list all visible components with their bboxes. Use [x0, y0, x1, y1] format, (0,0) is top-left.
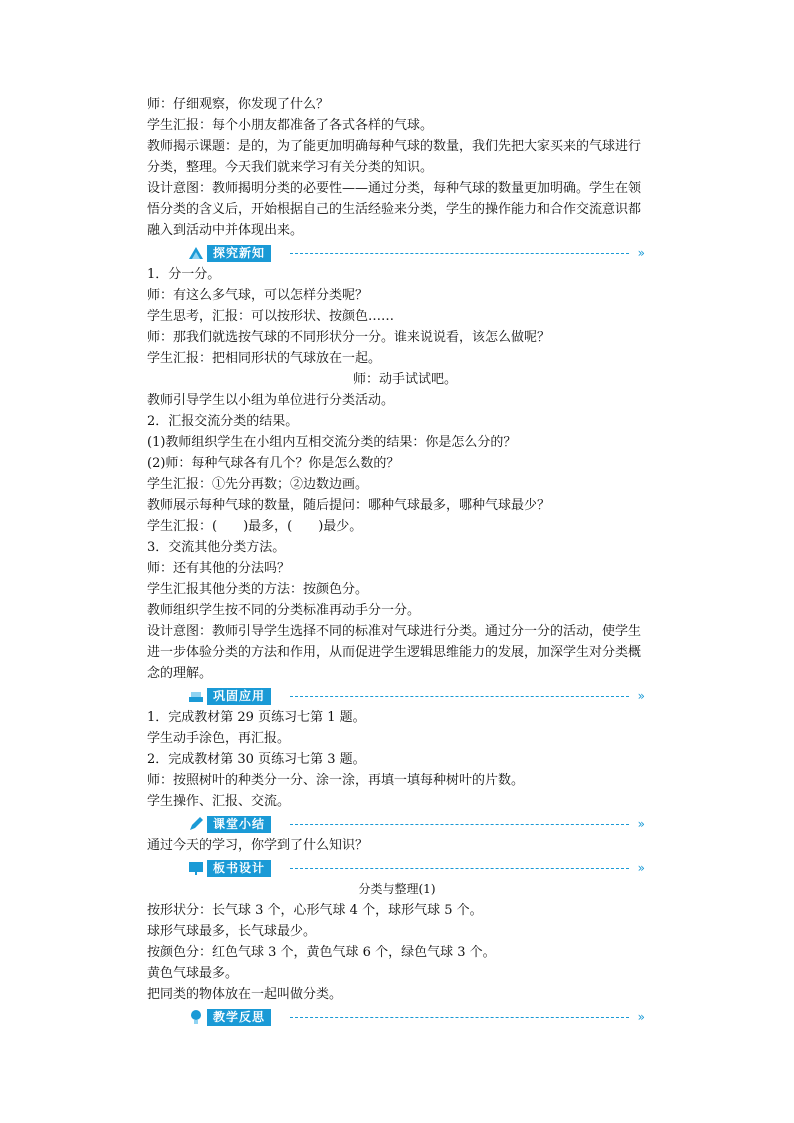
- explore-line: 2．汇报交流分类的结果。: [147, 414, 299, 429]
- section-title-board: 板书设计: [207, 860, 271, 877]
- explore-line: (1)教师组织学生在小组内互相交流分类的结果：你是怎么分的？: [147, 435, 517, 450]
- dashed-divider: [290, 253, 629, 254]
- board-line: 按形状分：长气球 3 个，心形气球 4 个，球形气球 5 个。: [147, 903, 483, 918]
- dashed-divider: [290, 868, 629, 869]
- chalkboard-icon: [187, 859, 205, 877]
- board-line: 把同类的物体放在一起叫做分类。: [147, 987, 343, 1002]
- apply-line: 师：按照树叶的种类分一分、涂一涂，再填一填每种树叶的片数。: [147, 773, 525, 788]
- double-chevron-icon: »: [637, 689, 645, 703]
- section-header-explore: [147, 242, 647, 264]
- explore-design-intent: 设计意图：教师引导学生选择不同的标准对气球进行分类。通过分一分的活动，使学生进一步体验分类的方法和作用，从而促进学生逻辑思维能力的发展，加深学生对分类概念的理解。: [147, 624, 642, 681]
- flag-book-icon: [187, 244, 205, 262]
- section-title-reflect: 教学反思: [207, 1009, 271, 1026]
- board-line: 球形气球最多，长气球最少。: [147, 924, 317, 939]
- explore-line: 师：有这么多气球，可以怎样分类呢？: [147, 288, 369, 303]
- double-chevron-icon: »: [637, 861, 645, 875]
- apply-line: 2．完成教材第 30 页练习七第 3 题。: [147, 752, 366, 767]
- book-stack-icon: [187, 687, 205, 705]
- section-title-apply: 巩固应用: [207, 688, 271, 705]
- explore-line: 教师组织学生按不同的分类标准再动手分一分。: [147, 603, 421, 618]
- section-header-apply: [147, 685, 647, 707]
- explore-line: 教师引导学生以小组为单位进行分类活动。: [147, 393, 395, 408]
- double-chevron-icon: »: [637, 1010, 645, 1024]
- explore-line: 3．交流其他分类方法。: [147, 540, 286, 555]
- explore-line: 学生汇报：把相同形状的气球放在一起。: [147, 351, 382, 366]
- explore-line: 学生汇报：( )最多，( )最少。: [147, 519, 363, 534]
- section-title-summary: 课堂小结: [207, 816, 271, 833]
- dashed-divider: [290, 696, 629, 697]
- pencil-icon: [187, 815, 205, 833]
- board-line: 黄色气球最多。: [147, 966, 239, 981]
- explore-line: 教师展示每种气球的数量，随后提问：哪种气球最多，哪种气球最少？: [147, 498, 551, 513]
- dashed-divider: [290, 1017, 629, 1018]
- explore-line: 师：那我们就选按气球的不同形状分一分。谁来说说看，该怎么做呢？: [147, 330, 551, 345]
- apply-line: 学生动手涂色，再汇报。: [147, 731, 291, 746]
- explore-line: 1．分一分。: [147, 267, 221, 282]
- section-header-reflect: [147, 1006, 647, 1028]
- explore-line: 学生思考，汇报：可以按形状、按颜色……: [147, 309, 395, 324]
- section-title-explore: 探究新知: [207, 245, 271, 262]
- double-chevron-icon: »: [637, 817, 645, 831]
- dashed-divider: [290, 824, 629, 825]
- explore-line: 学生汇报：①先分再数；②边数边画。: [147, 477, 369, 492]
- intro-line-1: 师：仔细观察，你发现了什么？: [147, 97, 330, 112]
- summary-line: 通过今天的学习，你学到了什么知识？: [147, 838, 369, 853]
- intro-design-intent: 设计意图：教师揭明分类的必要性——通过分类，每种气球的数量更加明确。学生在领悟分类的含义后，开始根据自己的生活经验来分类，学生的操作能力和合作交流意识都融入到活动中并体现出来。: [147, 181, 642, 238]
- lightbulb-icon: [187, 1008, 205, 1026]
- section-header-summary: [147, 813, 647, 835]
- double-chevron-icon: »: [637, 246, 645, 260]
- explore-line: (2)师：每种气球各有几个？你是怎么数的？: [147, 456, 400, 471]
- board-line: 按颜色分：红色气球 3 个，黄色气球 6 个，绿色气球 3 个。: [147, 945, 496, 960]
- section-header-board: [147, 857, 647, 879]
- intro-topic-paragraph: 教师揭示课题：是的，为了能更加明确每种气球的数量，我们先把大家买来的气球进行分类，整理。今天我们就来学习有关分类的知识。: [147, 139, 642, 175]
- explore-line: 师：动手试试吧。: [353, 372, 458, 387]
- lesson-plan-page: [147, 94, 647, 1028]
- apply-line: 1．完成教材第 29 页练习七第 1 题。: [147, 710, 366, 725]
- explore-line: 师：还有其他的分法吗？: [147, 561, 291, 576]
- apply-line: 学生操作、汇报、交流。: [147, 794, 291, 809]
- explore-line: 学生汇报其他分类的方法：按颜色分。: [147, 582, 369, 597]
- intro-line-2: 学生汇报：每个小朋友都准备了各式各样的气球。: [147, 118, 434, 133]
- board-title: 分类与整理(1): [358, 882, 436, 896]
